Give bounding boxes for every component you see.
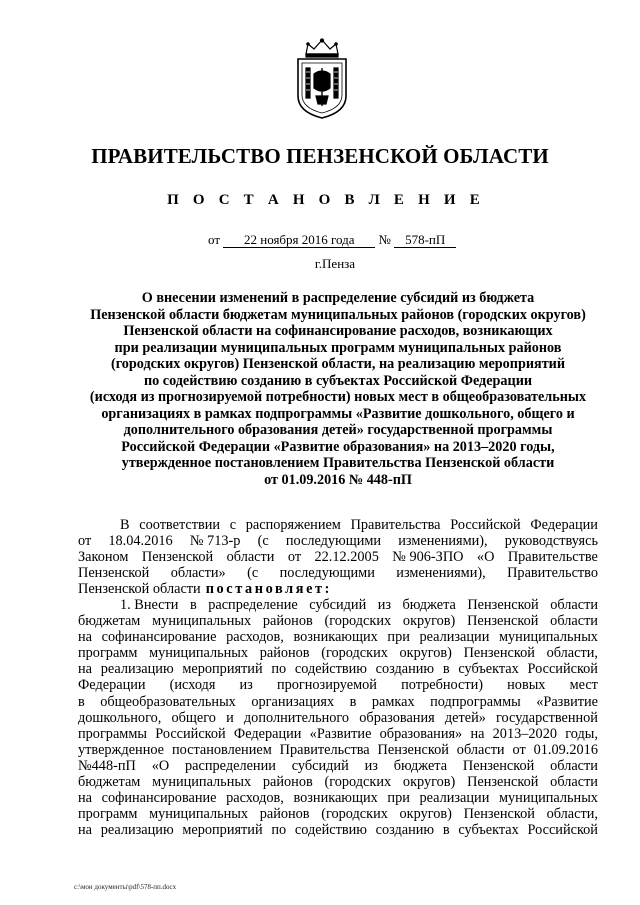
body-line	[78, 790, 598, 806]
word: дошкольного,	[78, 709, 162, 726]
heading-line: организациях в рамках подпрограммы «Развитие дошкольного, общего и	[101, 405, 575, 422]
word: на	[78, 789, 92, 806]
heading-line: Пензенской области на софинансирование расходов, возникающих	[123, 323, 553, 340]
word: от	[78, 533, 92, 550]
government-title: ПРАВИТЕЛЬСТВО ПЕНЗЕНСКОЙ ОБЛАСТИ	[91, 144, 549, 168]
word: из	[377, 597, 392, 614]
word: распределение	[208, 597, 298, 614]
word: округов)	[402, 613, 456, 630]
word: «О	[151, 757, 170, 774]
body-line	[78, 613, 598, 629]
word: из	[364, 757, 378, 774]
word: реализации	[419, 629, 490, 646]
word: области	[226, 549, 275, 566]
word: № 906-ЗПО	[392, 549, 464, 566]
word: и	[226, 709, 234, 726]
word: содействию	[294, 661, 367, 678]
word: изменениями),	[398, 533, 488, 550]
word: годы,	[565, 725, 598, 742]
word: области,	[546, 645, 598, 662]
word: новых	[507, 677, 546, 694]
word: возникающих	[293, 789, 378, 806]
word: Российской	[450, 517, 521, 533]
word: мероприятий	[182, 821, 263, 838]
word: программ	[78, 805, 138, 822]
word: распоряжением	[245, 517, 341, 533]
word: Пензенской	[78, 565, 150, 582]
word: Пензенской	[141, 549, 214, 566]
word: утвержденное	[78, 741, 165, 758]
word: софинансирование	[101, 629, 217, 646]
word: бюджетам	[78, 773, 141, 790]
word: Правительства	[350, 517, 441, 533]
word: в	[189, 597, 197, 614]
word: Российской	[527, 821, 598, 838]
word: Правительства	[279, 741, 370, 758]
word: муниципальных	[498, 629, 598, 646]
word: в	[442, 821, 450, 838]
word: округов)	[399, 645, 452, 662]
word: Федерации	[233, 725, 302, 742]
word: в	[78, 693, 85, 710]
document-number: 578-пП	[394, 233, 456, 248]
word: (с	[257, 533, 269, 550]
word: от	[287, 549, 302, 566]
word: Пензенской	[463, 645, 535, 662]
word: содействию	[294, 821, 367, 838]
coat-of-arms-icon	[292, 38, 352, 120]
word: (городских	[321, 645, 388, 662]
word: муниципальных	[498, 789, 598, 806]
file-path-footer: c:\мои документы\pdf\578-пп.docx	[74, 883, 177, 891]
word: потребности)	[401, 677, 484, 694]
word: бюджетам	[78, 613, 141, 630]
word: постановлением	[171, 741, 272, 758]
word: 18.04.2016	[108, 533, 173, 550]
word: №448-пП	[78, 757, 136, 774]
word: расходов,	[226, 629, 284, 646]
word: 22.12.2005	[314, 549, 379, 566]
body-line	[78, 661, 598, 677]
word: Федерации	[78, 677, 146, 694]
word: муниципальных	[152, 773, 252, 790]
word: области»	[170, 565, 226, 582]
word: бюджета	[402, 597, 456, 614]
word: В	[120, 517, 130, 533]
word: реализацию	[100, 821, 174, 838]
word: (исходя	[169, 677, 216, 694]
word: «Развитие	[309, 725, 372, 742]
word: области	[550, 597, 598, 614]
date-prefix: от	[208, 232, 221, 247]
word: в	[442, 661, 450, 678]
document-date: 22 ноября 2016 года	[223, 233, 375, 248]
body-line	[78, 549, 598, 565]
word: на	[78, 629, 92, 646]
word: «О	[476, 549, 495, 566]
word: руководствуясь	[504, 533, 598, 550]
word: созданию	[375, 821, 435, 838]
body-line	[78, 742, 598, 758]
word: Пензенской	[462, 757, 535, 774]
word: районов	[259, 645, 310, 662]
word: общеобразовательных	[100, 693, 236, 710]
body-line	[78, 774, 598, 790]
word: Правительство	[507, 565, 598, 582]
heading-line: при реализации муниципальных программ муниципальных районов	[114, 339, 562, 356]
word: 2013–2020	[492, 725, 557, 742]
word: области	[456, 741, 505, 758]
resolution-word: постановляет:	[205, 581, 333, 598]
word: 1. Внести	[120, 597, 179, 614]
number-sign: №	[378, 232, 391, 247]
word: образования»	[379, 725, 463, 742]
word: детей»	[444, 709, 486, 726]
date-number-line	[208, 232, 456, 248]
word: софинансирование	[101, 789, 217, 806]
word: Пензенской	[377, 741, 449, 758]
word: районов	[259, 805, 310, 822]
word: области	[550, 773, 598, 790]
word: реализации	[419, 789, 490, 806]
word: мероприятий	[182, 661, 263, 678]
word: программ	[78, 645, 138, 662]
word: созданию	[375, 661, 435, 678]
word: Пензенской	[463, 805, 535, 822]
word: подпрограммы	[430, 693, 521, 710]
word: Федерации	[530, 517, 598, 533]
word: Правительстве	[507, 549, 598, 566]
body-line	[78, 726, 598, 742]
word: Пензенской	[467, 613, 539, 630]
word: последующими	[285, 533, 382, 550]
word: субъектах	[458, 661, 519, 678]
heading-line: (исходя из прогнозируемой потребности) новых мест в общеобразовательных	[89, 389, 587, 406]
heading-line: (городских округов) Пензенской области, на реализацию мероприятий	[110, 356, 566, 373]
word: дополнительного	[243, 709, 350, 726]
word: 01.09.2016	[533, 741, 598, 758]
word: муниципальных	[149, 645, 249, 662]
word: округов)	[402, 773, 456, 790]
word: соответствии	[139, 517, 221, 533]
word: рамках	[371, 693, 415, 710]
word: субсидий	[309, 597, 367, 614]
word: Российской	[155, 725, 226, 742]
word: по	[271, 661, 287, 678]
word: субъектах	[458, 821, 519, 838]
word: государственной	[496, 709, 598, 726]
body-line	[78, 581, 598, 597]
word: в	[349, 693, 357, 710]
word: Законом	[78, 549, 129, 566]
word: области	[550, 757, 598, 774]
body-line	[78, 758, 598, 774]
document-heading	[78, 290, 598, 489]
word: муниципальных	[149, 805, 249, 822]
word: от	[512, 741, 526, 758]
word: при	[387, 789, 410, 806]
body-line	[78, 645, 598, 661]
word: (городских	[324, 773, 392, 790]
word: прогнозируемой	[276, 677, 377, 694]
word: Пензенской	[467, 597, 539, 614]
word: расходов,	[226, 789, 284, 806]
word: районов	[262, 613, 313, 630]
body-line	[78, 533, 598, 549]
word: бюджета	[393, 757, 448, 774]
body-line	[78, 597, 598, 613]
heading-line: Российской Федерации «Развитие образования» на 2013–2020 годы,	[121, 438, 555, 455]
word: Пензенской	[467, 773, 539, 790]
document-city: г.Пенза	[314, 256, 356, 271]
word: области,	[546, 805, 598, 822]
heading-line: дополнительного образования детей» государственной программы	[123, 422, 553, 439]
body-text-segment: Пензенской области	[78, 581, 201, 598]
word: программы	[78, 725, 148, 742]
heading-line: по содействию созданию в субъектах Российской Федерации	[143, 372, 533, 389]
word: общего	[171, 709, 216, 726]
heading-line: утвержденное постановлением Правительства Пензенской области	[121, 455, 555, 472]
heading-line: Пензенской области бюджетам муниципальных районов (городских округов)	[90, 306, 586, 323]
document-type: П О С Т А Н О В Л Е Н И Е	[167, 192, 485, 208]
word: реализацию	[100, 661, 174, 678]
word: № 713-р	[189, 533, 241, 550]
document-body	[78, 517, 598, 838]
body-line	[78, 677, 598, 693]
word: (городских	[321, 805, 388, 822]
word: (городских	[324, 613, 392, 630]
word: субсидий	[291, 757, 349, 774]
word: районов	[262, 773, 313, 790]
body-line	[78, 694, 598, 710]
body-line	[78, 629, 598, 645]
word: Российской	[527, 661, 598, 678]
word: области	[550, 613, 598, 630]
word: «Развитие	[536, 693, 598, 710]
word: на	[470, 725, 485, 742]
word: с	[229, 517, 237, 533]
body-line	[78, 517, 598, 533]
word: муниципальных	[152, 613, 252, 630]
word: мест	[569, 677, 598, 694]
word: распределении	[185, 757, 276, 774]
word: изменениями),	[396, 565, 486, 582]
heading-line: от 01.09.2016 № 448-пП	[264, 472, 412, 489]
body-line	[78, 710, 598, 726]
word: организациях	[251, 693, 335, 710]
word: возникающих	[293, 629, 378, 646]
heading-line: О внесении изменений в распределение субсидий из бюджета	[141, 290, 535, 306]
body-line	[78, 806, 598, 822]
body-line	[78, 822, 598, 838]
word: на	[78, 661, 92, 678]
word: округов)	[399, 805, 452, 822]
word: на	[78, 821, 92, 838]
word: (с	[247, 565, 259, 582]
word: последующими	[279, 565, 375, 582]
word: из	[239, 677, 253, 694]
word: образования	[359, 709, 435, 726]
word: при	[387, 629, 410, 646]
word: по	[271, 821, 287, 838]
body-line	[78, 565, 598, 581]
